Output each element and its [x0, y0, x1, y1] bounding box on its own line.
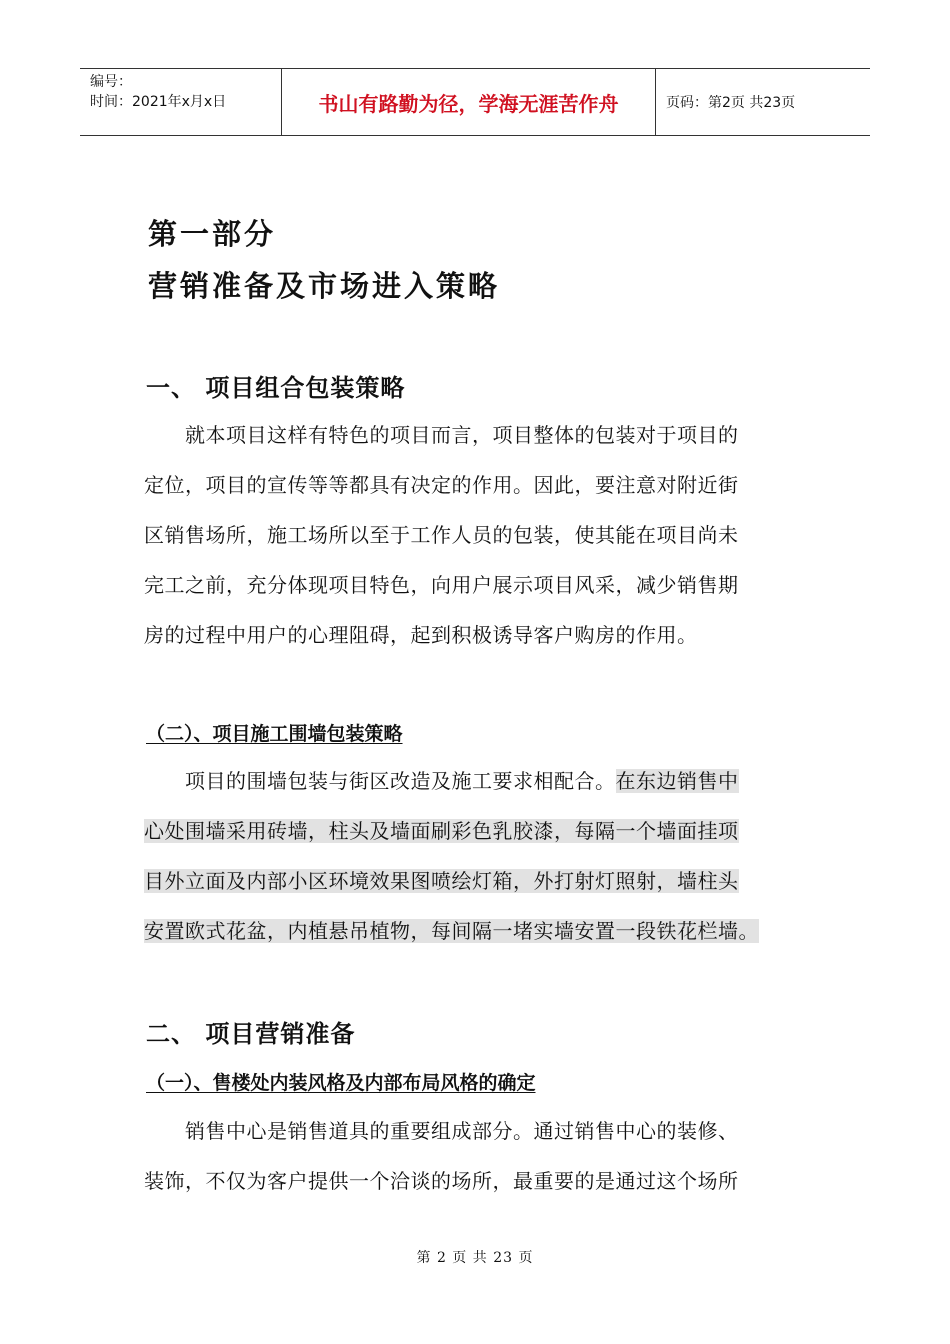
- number-label: 编号：: [90, 74, 132, 90]
- paragraph-line: [144, 756, 809, 806]
- document-header: [80, 68, 870, 136]
- paragraph-line: [144, 906, 809, 956]
- paragraph-line: 完工之前，充分体现项目特色，向用户展示项目风采，减少销售期: [144, 573, 739, 597]
- section-heading-2: 二、 项目营销准备: [146, 1020, 356, 1048]
- paragraph-line: 销售中心是销售道具的重要组成部分。通过销售中心的装修、: [144, 1119, 739, 1143]
- highlighted-text: 安置欧式花盆，内植悬吊植物，每间隔一堵实墙安置一段铁花栏墙。: [144, 919, 759, 943]
- wall-paragraph: [144, 756, 809, 956]
- sub-heading-sales-office: （一）、售楼处内装风格及内部布局风格的确定: [146, 1072, 536, 1094]
- paragraph-line: [144, 856, 809, 906]
- header-page-info: 页码：第2页 共23页: [666, 95, 796, 111]
- highlighted-text: 在东边销售中: [615, 769, 739, 793]
- paragraph-line: 房的过程中用户的心理阻碍，起到积极诱导客户购房的作用。: [144, 623, 698, 647]
- header-meta: [80, 69, 282, 135]
- page-footer: 第 2 页 共 23 页: [416, 1250, 534, 1266]
- paragraph-line: [144, 806, 809, 856]
- sub-heading-wall: （二）、项目施工围墙包装策略: [146, 723, 403, 745]
- part-title: 第一部分: [148, 217, 277, 251]
- section1-paragraph: [144, 410, 809, 660]
- paragraph-line: 装饰，不仅为客户提供一个洽谈的场所，最重要的是通过这个场所: [144, 1169, 739, 1193]
- highlighted-text: 目外立面及内部小区环境效果图喷绘灯箱，外打射灯照射，墙柱头: [144, 869, 739, 893]
- part-subtitle: 营销准备及市场进入策略: [148, 269, 501, 303]
- highlighted-text: 心处围墙采用砖墙，柱头及墙面刷彩色乳胶漆，每隔一个墙面挂项: [144, 819, 739, 843]
- paragraph-line: 就本项目这样有特色的项目而言，项目整体的包装对于项目的: [144, 423, 739, 447]
- paragraph-line: 区销售场所，施工场所以至于工作人员的包装，使其能在项目尚未: [144, 523, 739, 547]
- plain-text: 项目的围墙包装与街区改造及施工要求相配合。: [144, 769, 616, 793]
- section2-paragraph: [144, 1106, 809, 1206]
- header-motto: 书山有路勤为径，学海无涯苦作舟: [282, 69, 656, 135]
- section-heading-1: 一、 项目组合包装策略: [146, 374, 406, 402]
- paragraph-line: 定位，项目的宣传等等都具有决定的作用。因此，要注意对附近街: [144, 473, 739, 497]
- time-label: 时间：2021年x月x日: [90, 94, 227, 110]
